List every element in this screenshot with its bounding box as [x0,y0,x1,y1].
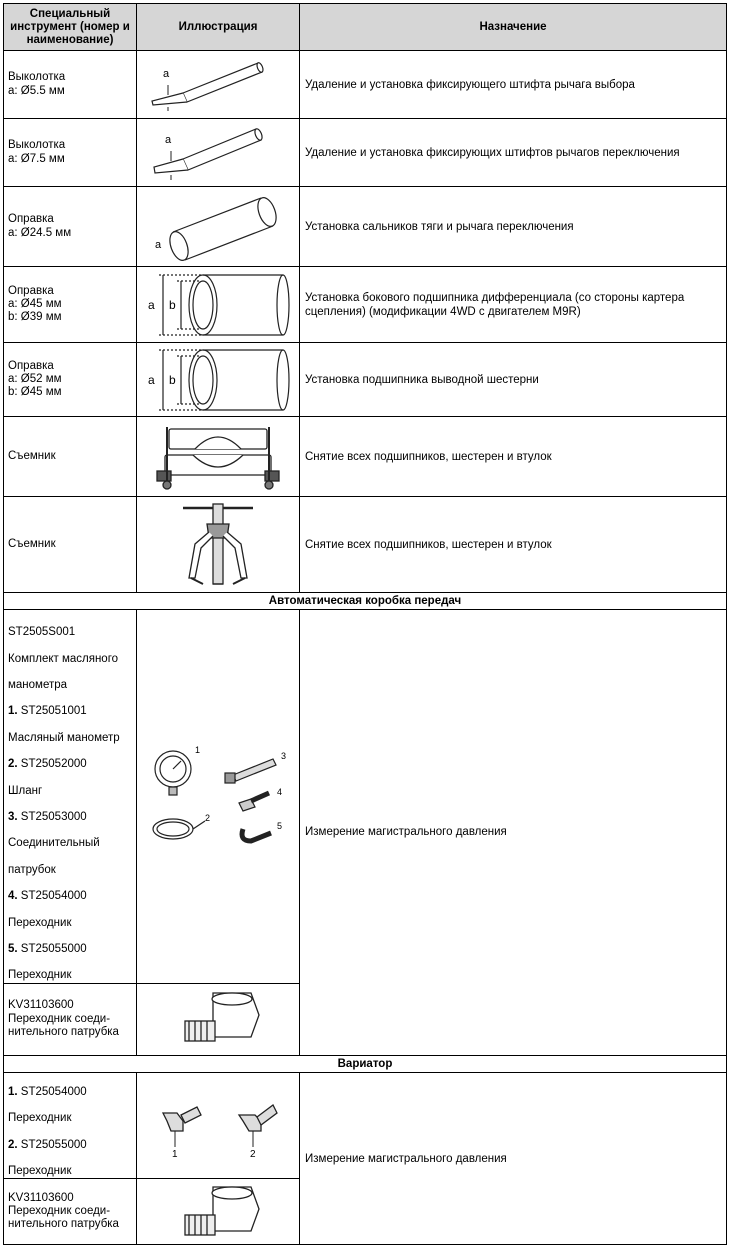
svg-text:5: 5 [277,821,283,832]
tool-purpose: Установка бокового подшипника дифференциала (со стороны картера сцепления) (модификации 4WD с двигателем M9R) [300,267,727,343]
table-row [4,267,727,343]
table-row [4,417,727,497]
section-title-automatic-transmission: Автоматическая коробка передач [4,593,727,610]
table-row [4,51,727,119]
oil-pressure-gauge-kit-icon [137,610,300,984]
section-row [4,593,727,610]
header-illustration: Иллюстрация [137,4,300,51]
table-row [4,1072,727,1179]
fitting-adapter-icon [137,983,300,1055]
tool-name: KV31103600 Переходник соеди- нительного патрубка [4,1179,137,1245]
tool-name: Выколотка a: Ø7.5 мм [4,119,137,187]
tool-purpose: Удаление и установка фиксирующего штифта рычага выбора [300,51,727,119]
svg-text:a: a [163,67,170,80]
svg-text:2: 2 [205,813,211,824]
table-header-row [4,4,727,51]
drift-punch-icon [137,119,300,187]
tool-purpose: Установка сальников тяги и рычага переключения [300,187,727,267]
table-row [4,497,727,593]
table-row [4,187,727,267]
svg-text:a: a [155,238,162,251]
table-row [4,343,727,417]
tool-purpose: Измерение магистрального давления [300,610,727,1056]
header-tool: Специальный инструмент (номер и наименование) [4,4,137,51]
tube-mandrel-icon [137,343,300,417]
svg-text:4: 4 [277,787,283,798]
section-row [4,1055,727,1072]
tool-purpose: Измерение магистрального давления [300,1072,727,1245]
tool-name: Съемник [4,417,137,497]
gear-puller-icon [137,497,300,593]
tool-name: KV31103600 Переходник соеди- нительного патрубка [4,983,137,1055]
svg-text:1: 1 [172,1148,178,1160]
tube-mandrel-icon [137,267,300,343]
tool-name: Съемник [4,497,137,593]
svg-text:a: a [148,372,155,387]
tool-purpose: Удаление и установка фиксирующих штифтов рычагов переключения [300,119,727,187]
svg-text:b: b [169,297,176,312]
elbow-adapters-icon [137,1072,300,1179]
tool-purpose: Снятие всех подшипников, шестерен и втулок [300,417,727,497]
table-row [4,119,727,187]
section-title-cvt: Вариатор [4,1055,727,1072]
tool-name: ST2505S001 Комплект масляного манометра 1. ST25051001 Масляный манометр 2. ST25052000 Шланг 3. ST25053000 Соединительный патрубок 4. ST25054000 Переходник 5. ST25055000 Переходник [4,610,137,984]
tool-name: 1. ST25054000 Переходник 2. ST25055000 Переходник [4,1072,137,1179]
tool-name: Оправка a: Ø52 мм b: Ø45 мм [4,343,137,417]
svg-text:3: 3 [281,751,287,762]
header-purpose: Назначение [300,4,727,51]
special-tools-table [3,3,727,1245]
svg-text:a: a [148,297,155,312]
tool-purpose: Установка подшипника выводной шестерни [300,343,727,417]
tool-purpose: Снятие всех подшипников, шестерен и втулок [300,497,727,593]
svg-text:2: 2 [250,1148,256,1160]
fitting-adapter-icon [137,1179,300,1245]
mandrel-icon [137,187,300,267]
svg-text:a: a [165,133,172,146]
bearing-separator-icon [137,417,300,497]
svg-text:1: 1 [195,745,201,756]
svg-text:b: b [169,372,176,387]
drift-punch-icon [137,51,300,119]
tool-name: Оправка a: Ø24.5 мм [4,187,137,267]
tool-name: Оправка a: Ø45 мм b: Ø39 мм [4,267,137,343]
tool-name: Выколотка a: Ø5.5 мм [4,51,137,119]
table-row [4,610,727,984]
